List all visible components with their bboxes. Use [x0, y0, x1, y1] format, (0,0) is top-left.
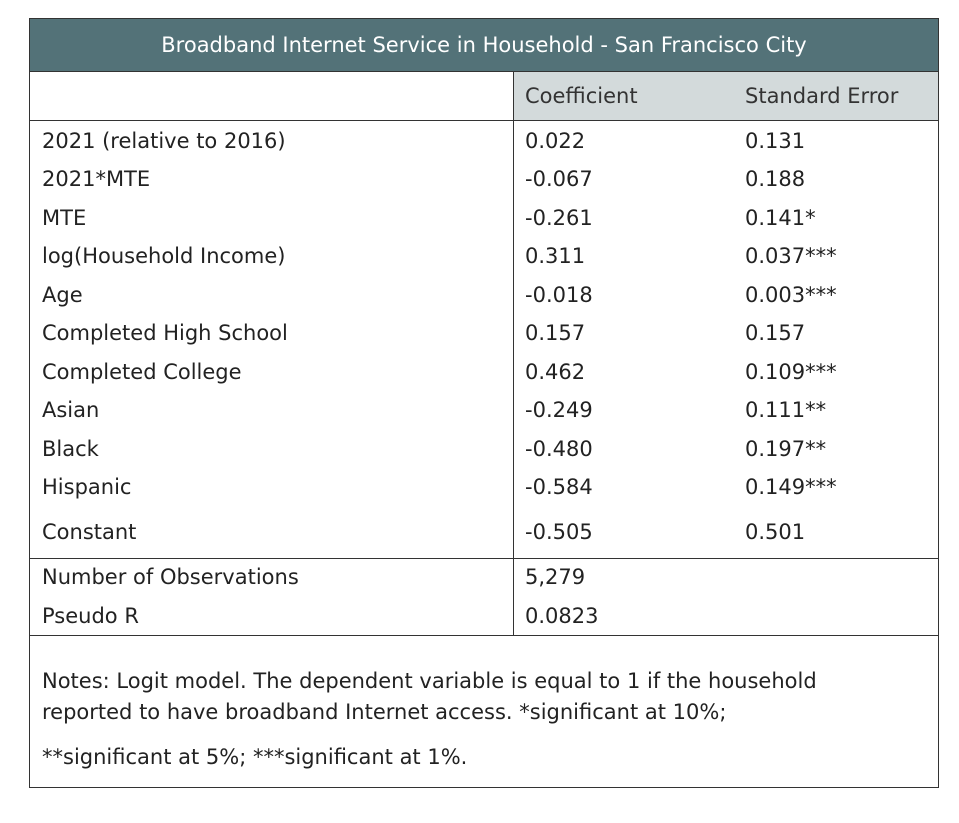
row-standard-error: 0.131 — [745, 129, 806, 153]
row-standard-error: 0.109*** — [745, 360, 837, 384]
row-coefficient: -0.505 — [525, 520, 593, 544]
row-standard-error: 0.157 — [745, 321, 806, 345]
stat-label: Number of Observations — [42, 565, 299, 589]
column-header-coefficient: Coefficient — [525, 84, 638, 108]
row-coefficient: 0.462 — [525, 360, 586, 384]
row-label: Black — [42, 437, 99, 461]
stats-divider — [30, 635, 938, 636]
row-standard-error: 0.501 — [745, 520, 806, 544]
row-standard-error: 0.003*** — [745, 283, 837, 307]
row-standard-error: 0.188 — [745, 167, 806, 191]
row-coefficient: -0.249 — [525, 398, 593, 422]
row-standard-error: 0.197** — [745, 437, 827, 461]
row-standard-error: 0.149*** — [745, 475, 837, 499]
table-title: Broadband Internet Service in Household - San Francisco City — [30, 19, 938, 72]
stat-value: 0.0823 — [525, 604, 599, 628]
notes-line-1: Notes: Logit model. The dependent variable is equal to 1 if the household — [42, 669, 817, 693]
row-label: 2021 (relative to 2016) — [42, 129, 286, 153]
row-coefficient: -0.067 — [525, 167, 593, 191]
row-coefficient: -0.261 — [525, 206, 593, 230]
body-divider — [30, 558, 938, 559]
row-label: log(Household Income) — [42, 244, 286, 268]
row-standard-error: 0.111** — [745, 398, 827, 422]
row-coefficient: 0.311 — [525, 244, 586, 268]
row-coefficient: 0.157 — [525, 321, 586, 345]
row-label: MTE — [42, 206, 87, 230]
row-label: Asian — [42, 398, 100, 422]
column-header-row — [30, 72, 938, 121]
regression-table — [29, 18, 939, 788]
row-coefficient: -0.480 — [525, 437, 593, 461]
row-label: Constant — [42, 520, 137, 544]
row-label: 2021*MTE — [42, 167, 151, 191]
row-coefficient: 0.022 — [525, 129, 586, 153]
column-header-standard-error: Standard Error — [745, 84, 899, 108]
row-standard-error: 0.141* — [745, 206, 816, 230]
row-label: Completed College — [42, 360, 242, 384]
row-label: Completed High School — [42, 321, 288, 345]
row-coefficient: -0.584 — [525, 475, 593, 499]
row-label: Age — [42, 283, 83, 307]
notes-line-3: **significant at 5%; ***significant at 1%. — [42, 745, 468, 769]
header-blank-cell — [30, 72, 514, 120]
row-standard-error: 0.037*** — [745, 244, 837, 268]
stat-label: Pseudo R — [42, 604, 139, 628]
notes-line-2: reported to have broadband Internet access. *significant at 10%; — [42, 700, 727, 724]
row-coefficient: -0.018 — [525, 283, 593, 307]
row-label: Hispanic — [42, 475, 132, 499]
stat-value: 5,279 — [525, 565, 586, 589]
